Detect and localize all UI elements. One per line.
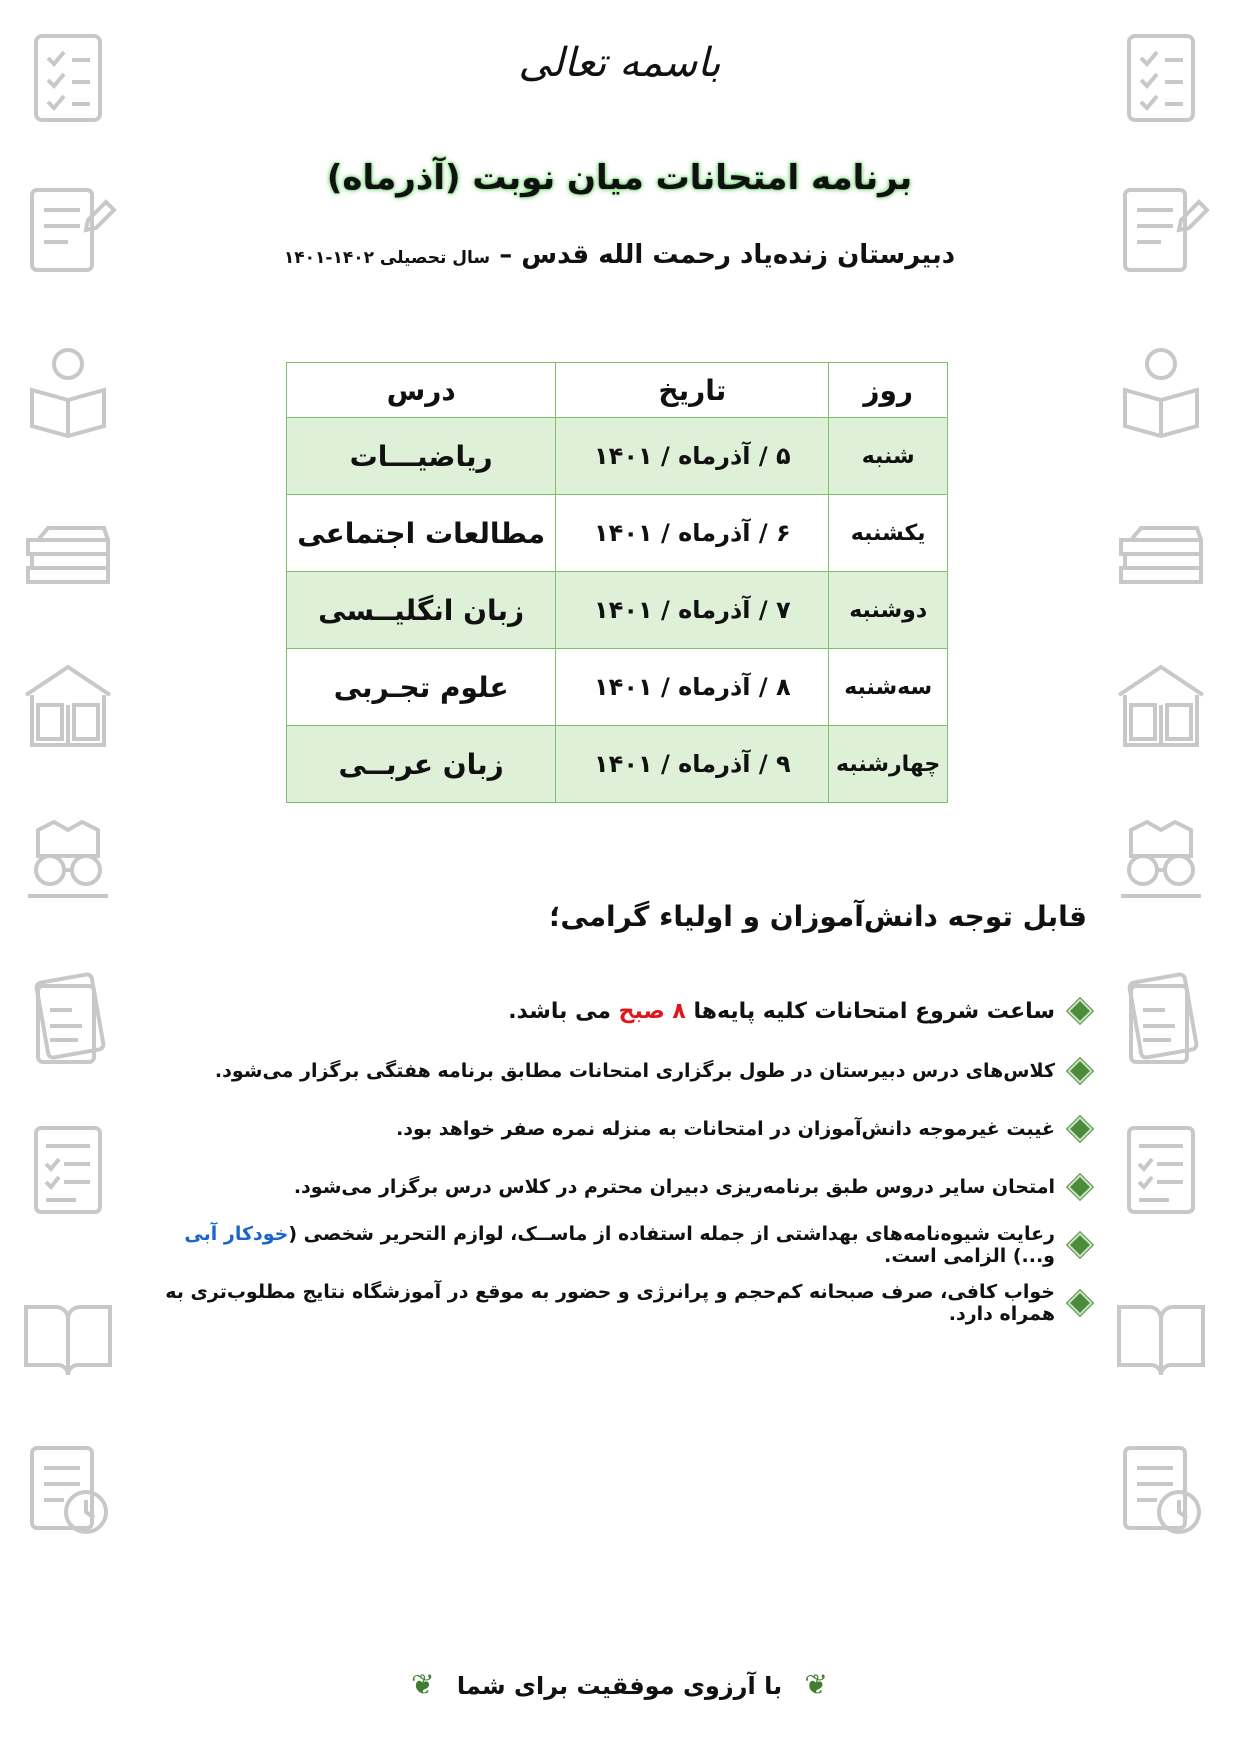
row-date: ۶ / آذرماه / ۱۴۰۱	[556, 495, 829, 572]
note-text: غیبت غیرموجه دانش‌آموزان در امتحانات به منزله نمره صفر خواهد بود.	[396, 1118, 1055, 1140]
note-text-part: رعایت شیوه‌نامه‌های بهداشتی از جمله استفاده از ماســک، لوازم التحریر شخصی (	[288, 1223, 1055, 1245]
notice-title: قابل توجه دانش‌آموزان و اولیاء گرامی؛	[549, 900, 1087, 933]
leaf-icon: ❦	[411, 1668, 435, 1701]
footer-text: با آرزوی موفقیت برای شما	[456, 1672, 783, 1700]
exam-schedule-table	[286, 362, 948, 803]
note-text: امتحان سایر دروس طبق برنامه‌ریزی دبیران محترم در کلاس درس برگزار می‌شود.	[293, 1176, 1055, 1198]
book-stack-icon	[1111, 500, 1211, 600]
page-title: برنامه امتحانات میان نوبت (آذرماه)	[326, 158, 913, 198]
exam-paper-icon	[18, 1120, 118, 1220]
note-text: خواب کافی، صرف صبحانه کم‌حجم و پرانرژی و حضور به موقع در آموزشگاه نتایج مطلوب‌تری به همراه دارد.	[165, 1281, 1055, 1325]
grade-paper-icon	[18, 970, 118, 1070]
row-day: یکشنبه	[829, 495, 948, 572]
row-day: دوشنبه	[829, 572, 948, 649]
diamond-bullet-icon	[1067, 1290, 1092, 1315]
clock-document-icon	[18, 1440, 118, 1540]
open-book-house-icon	[1111, 655, 1211, 755]
table-row	[287, 726, 948, 803]
glasses-icon	[18, 810, 118, 910]
diamond-bullet-icon	[1067, 1058, 1092, 1083]
open-book-house-icon	[18, 655, 118, 755]
row-date: ۷ / آذرماه / ۱۴۰۱	[556, 572, 829, 649]
list-item	[139, 1100, 1089, 1158]
table-row	[287, 649, 948, 726]
open-book-icon	[1111, 1285, 1211, 1385]
table-header-row	[287, 363, 948, 418]
note-text	[139, 1223, 1055, 1267]
glasses-icon	[1111, 810, 1211, 910]
note-text-part: و...) الزامی است.	[884, 1245, 1055, 1267]
student-reading-icon	[18, 340, 118, 440]
exam-paper-icon	[1111, 1120, 1211, 1220]
header-date: تاریخ	[556, 363, 829, 418]
diamond-bullet-icon	[1067, 1116, 1092, 1141]
bismillah-calligraphy: باسمه تعالی	[518, 40, 721, 86]
list-item	[139, 980, 1089, 1042]
list-item	[139, 1216, 1089, 1274]
clock-document-icon	[1111, 1440, 1211, 1540]
note-text-part: می باشد.	[508, 998, 611, 1024]
row-course: علوم تجـربی	[287, 649, 556, 726]
row-course: ریاضیـــات	[287, 418, 556, 495]
row-day: شنبه	[829, 418, 948, 495]
note-text: کلاس‌های درس دبیرستان در طول برگزاری امتحانات مطابق برنامه هفتگی برگزار می‌شود.	[214, 1060, 1055, 1082]
row-day: سه‌شنبه	[829, 649, 948, 726]
diamond-bullet-icon	[1067, 998, 1092, 1023]
table-row	[287, 418, 948, 495]
blue-pen-highlight: خودکار آبی	[184, 1223, 289, 1245]
book-stack-icon	[18, 500, 118, 600]
list-item	[139, 1274, 1089, 1332]
leaf-icon: ❦	[804, 1668, 828, 1701]
table-row	[287, 572, 948, 649]
table-row	[287, 495, 948, 572]
header-day: روز	[829, 363, 948, 418]
start-time-highlight: ۸ صبح	[618, 998, 686, 1024]
list-item	[139, 1042, 1089, 1100]
grade-paper-icon	[1111, 970, 1211, 1070]
note-text	[508, 999, 1055, 1024]
academic-year: سال تحصیلی ۱۴۰۲-۱۴۰۱	[283, 248, 491, 268]
row-course: زبان انگلیــسی	[287, 572, 556, 649]
row-day: چهارشنبه	[829, 726, 948, 803]
notes-list	[139, 980, 1089, 1332]
student-reading-icon	[1111, 340, 1211, 440]
note-text-part: ساعت شروع امتحانات کلیه پایه‌ها	[693, 998, 1055, 1024]
row-date: ۸ / آذرماه / ۱۴۰۱	[556, 649, 829, 726]
footer	[0, 1668, 1239, 1701]
diamond-bullet-icon	[1067, 1232, 1092, 1257]
open-book-icon	[18, 1285, 118, 1385]
row-date: ۹ / آذرماه / ۱۴۰۱	[556, 726, 829, 803]
row-course: زبان عربــی	[287, 726, 556, 803]
school-name: دبیرستان زنده‌یاد رحمت الله قدس –	[499, 240, 956, 270]
list-item	[139, 1158, 1089, 1216]
row-course: مطالعات اجتماعی	[287, 495, 556, 572]
school-subtitle	[0, 240, 1239, 270]
header-course: درس	[287, 363, 556, 418]
row-date: ۵ / آذرماه / ۱۴۰۱	[556, 418, 829, 495]
diamond-bullet-icon	[1067, 1174, 1092, 1199]
